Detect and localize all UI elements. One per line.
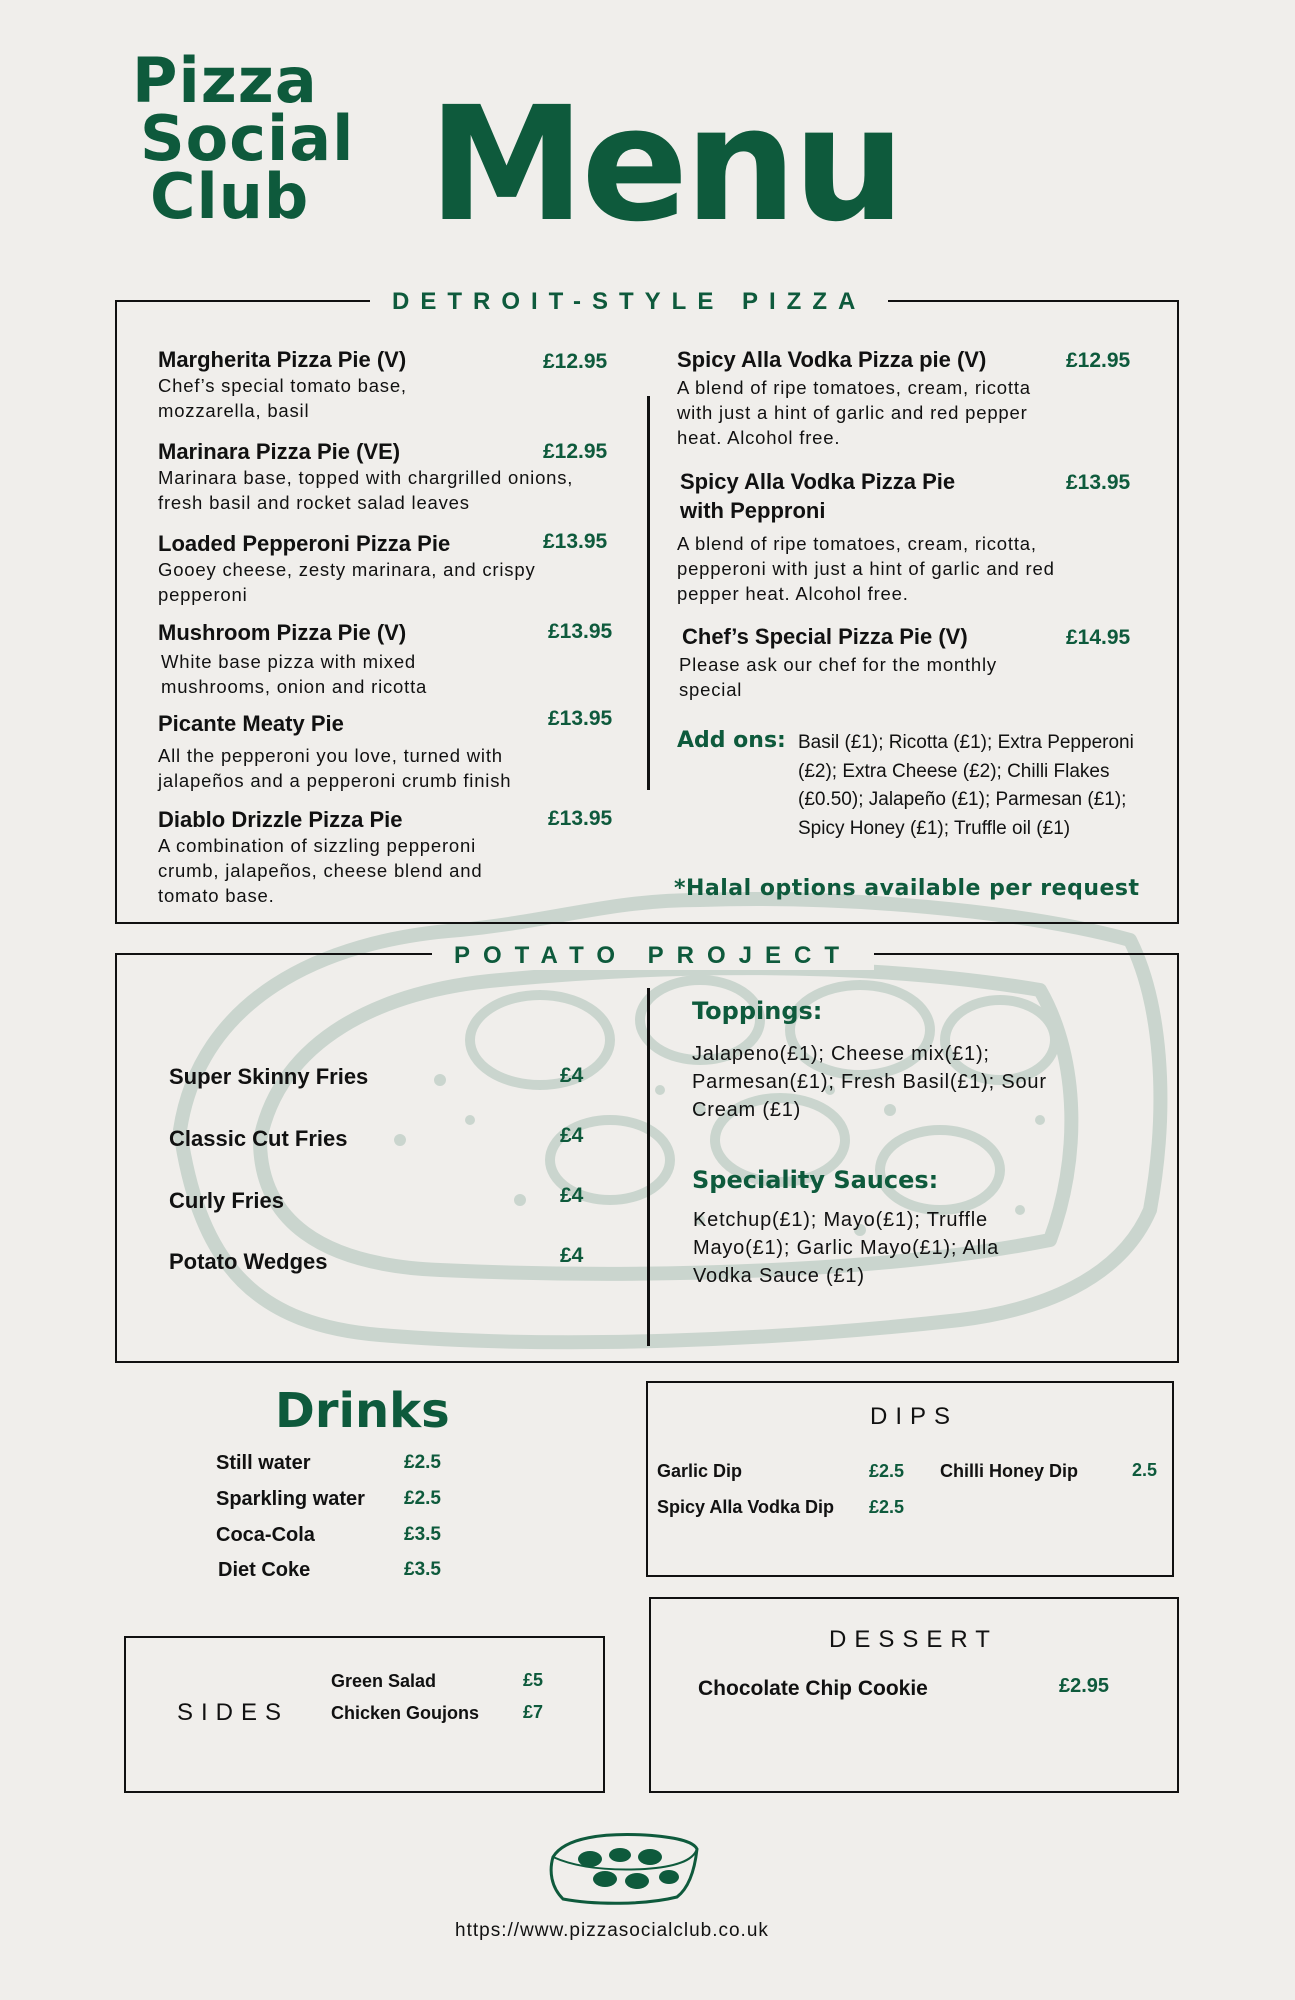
dips-title: DIPS [870,1403,959,1430]
potato-item-price: £4 [560,1244,584,1267]
potato-item-name: Potato Wedges [169,1249,328,1274]
dip-name: Garlic Dip [657,1461,743,1481]
menu-item [679,624,1102,702]
drink-price: £3.5 [404,1524,441,1545]
menu-item [158,711,598,793]
dessert-title: DESSERT [829,1626,998,1653]
logo-line-1: Pizza [132,44,318,117]
dessert-name: Chocolate Chip Cookie [698,1677,928,1700]
item-description: Chef’s special tomato base, mozzarella, basil [158,375,407,421]
dip-name: Chilli Honey Dip [940,1461,1079,1481]
addons-text: Basil (£1); Ricotta (£1); Extra Pepperoni (£2); Extra Cheese (£2); Chilli Flakes (£0.50); Jalapeño (£1); Parmesan (£1); Spicy Honey (£1); Truffle oil (£1) [798,732,1134,839]
halal-note: *Halal options available per request [674,876,1140,901]
dessert-price: £2.95 [1059,1675,1110,1697]
potato-item-price: £4 [560,1124,584,1147]
sides-title: SIDES [177,1699,290,1726]
potato-section-title: POTATO PROJECT [432,942,874,970]
item-name: Diablo Drizzle Pizza Pie [158,807,403,832]
item-description: A blend of ripe tomatoes, cream, ricotta, pepperoni with just a hint of garlic and red pepper heat. Alcohol free. [677,533,1055,604]
drink-price: £3.5 [404,1559,441,1580]
item-price: £12.95 [543,350,608,373]
pizza-slice-icon [545,1827,705,1907]
item-price: £13.95 [548,707,613,730]
addons-label: Add ons: [677,728,786,753]
potato-item-name: Curly Fries [169,1188,284,1213]
menu-item [158,807,598,908]
item-price: £14.95 [1066,626,1131,649]
drink-name: Still water [216,1452,311,1474]
drinks-title: Drinks [275,1383,450,1439]
item-name: Spicy Alla Vodka Pizza pie (V) [677,347,987,372]
menu-item [158,439,598,515]
toppings-label: Toppings: [692,997,823,1025]
item-name: Loaded Pepperoni Pizza Pie [158,531,451,556]
logo-line-2: Social [140,102,355,175]
item-price: £13.95 [548,620,613,643]
drink-price: £2.5 [404,1488,441,1509]
drink-name: Sparkling water [216,1488,365,1510]
footer-url[interactable]: https://www.pizzasocialclub.co.uk [455,1920,769,1941]
drink-name: Diet Coke [218,1559,311,1581]
item-description: Gooey cheese, zesty marinara, and crispy pepperoni [158,559,536,605]
detroit-section-title: DETROIT-STYLE PIZZA [370,288,888,316]
item-description: Please ask our chef for the monthly special [679,654,997,700]
sauces-label: Speciality Sauces: [692,1166,939,1194]
potato-divider [647,988,650,1346]
detroit-divider [647,396,650,790]
drink-price: £2.5 [404,1452,441,1473]
potato-item-price: £4 [560,1064,584,1087]
item-name: Picante Meaty Pie [158,711,344,736]
item-price: £13.95 [1066,471,1131,494]
item-price: £13.95 [548,807,613,830]
potato-item-price: £4 [560,1184,584,1207]
menu-item [677,467,1100,606]
menu-item [158,620,598,699]
toppings-text: Jalapeno(£1); Cheese mix(£1); Parmesan(£1); Fresh Basil(£1); Sour Cream (£1) [692,1043,1047,1121]
dip-price: £2.5 [869,1461,905,1481]
side-price: £5 [523,1670,544,1690]
item-description: Marinara base, topped with chargrilled onions, fresh basil and rocket salad leaves [158,467,574,513]
logo-line-3: Club [150,160,310,233]
dip-price: £2.5 [869,1497,905,1517]
side-name: Green Salad [331,1671,437,1691]
item-name: Chef’s Special Pizza Pie (V) [682,624,968,649]
side-price: £7 [523,1702,544,1722]
item-price: £12.95 [543,440,608,463]
potato-item-name: Classic Cut Fries [169,1126,348,1151]
dip-name: Spicy Alla Vodka Dip [657,1497,835,1517]
item-price: £13.95 [543,530,608,553]
item-name: Marinara Pizza Pie (VE) [158,439,401,464]
item-description: White base pizza with mixed mushrooms, onion and ricotta [161,651,428,697]
potato-item-name: Super Skinny Fries [169,1064,369,1089]
menu-item [677,347,1097,450]
brand-logo [132,44,355,233]
drink-name: Coca-Cola [216,1524,315,1546]
side-name: Chicken Goujons [331,1703,480,1723]
sauces-text: Ketchup(£1); Mayo(£1); Truffle Mayo(£1); Garlic Mayo(£1); Alla Vodka Sauce (£1) [693,1209,1000,1287]
item-description: A blend of ripe tomatoes, cream, ricotta with just a hint of garlic and red pepper heat. Alcohol free. [677,377,1031,448]
menu-item [158,531,598,607]
dip-price: 2.5 [1132,1460,1158,1480]
item-price: £12.95 [1066,349,1131,372]
item-name: Margherita Pizza Pie (V) [158,347,407,372]
item-description: A combination of sizzling pepperoni crumb, jalapeños, cheese blend and tomato base. [158,835,483,906]
page-title: Menu [428,73,902,257]
item-description: All the pepperoni you love, turned with jalapeños and a pepperoni crumb finish [158,745,512,791]
item-name: Mushroom Pizza Pie (V) [158,620,407,645]
item-name: Spicy Alla Vodka Pizza Pie with Pepproni [680,469,956,523]
